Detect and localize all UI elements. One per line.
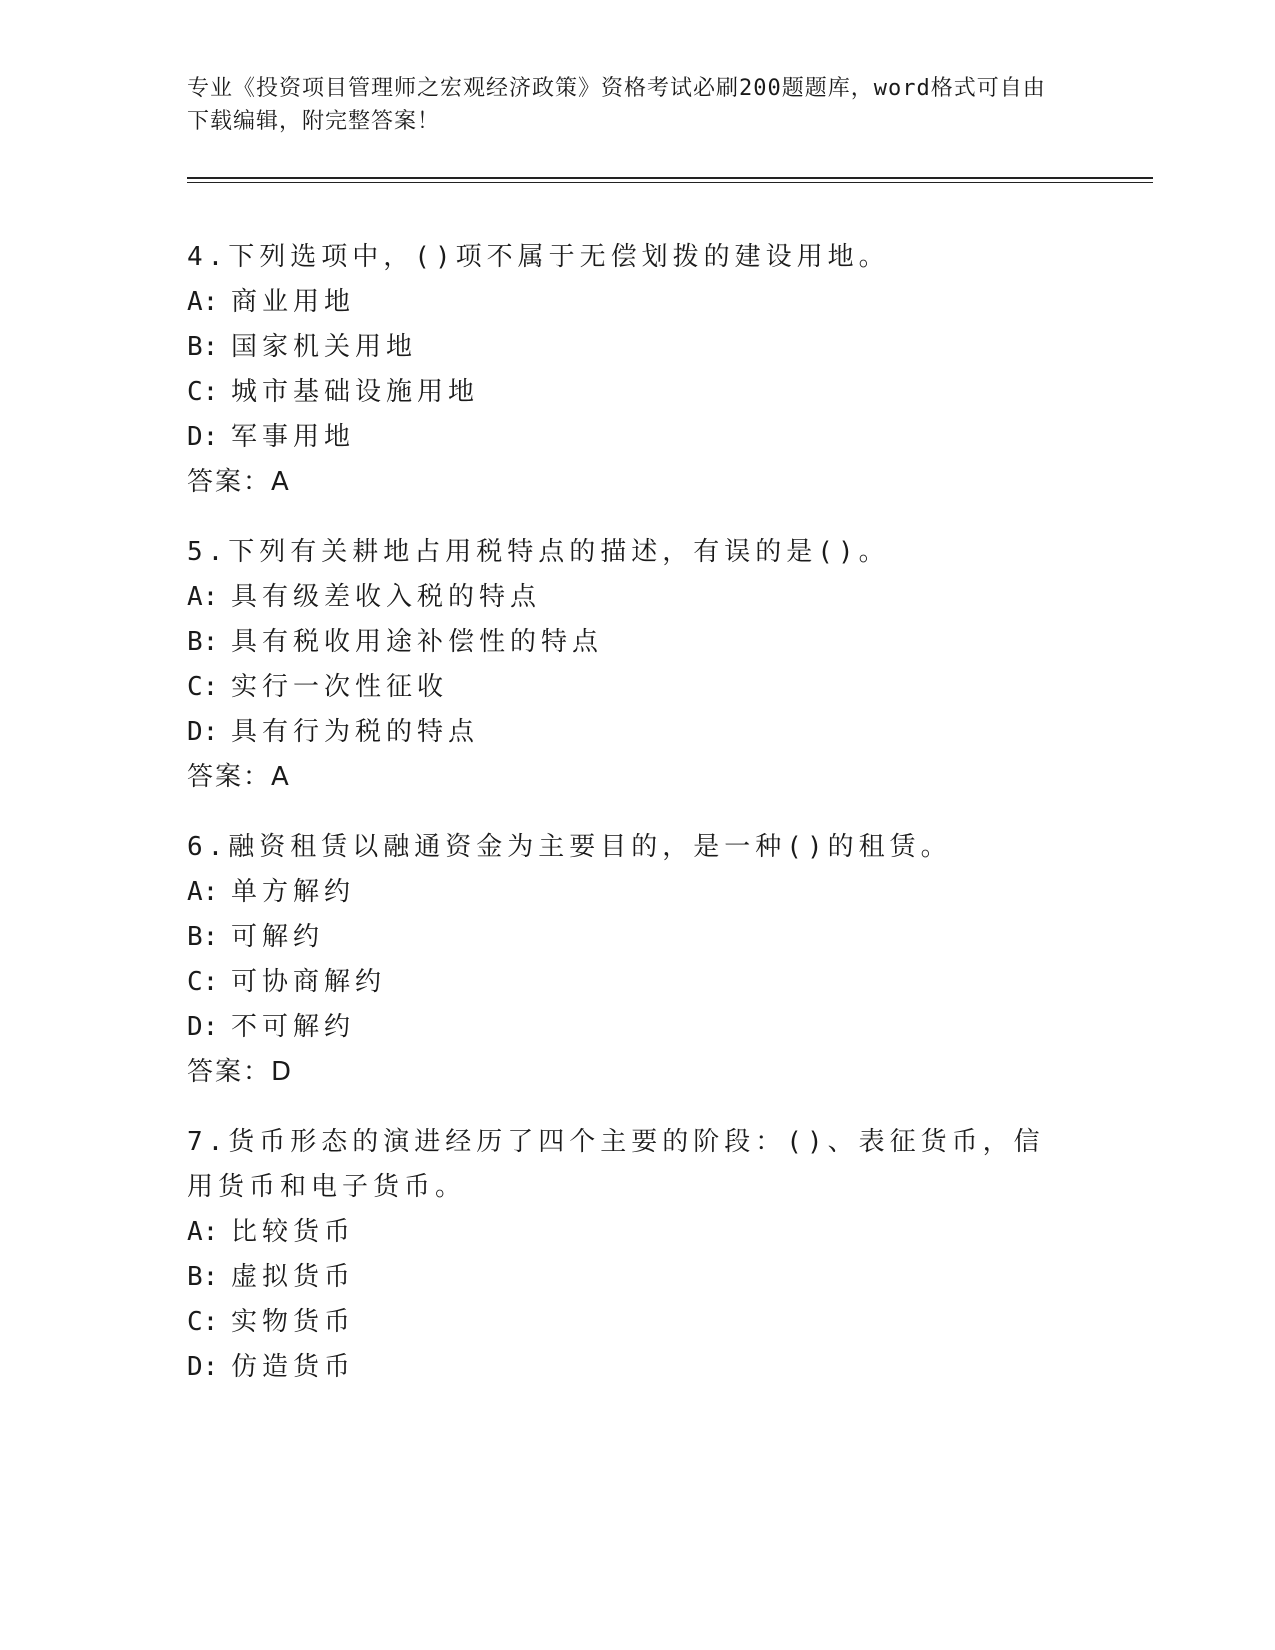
option-c	[187, 960, 1067, 1005]
option-text: 可解约	[231, 922, 325, 952]
question-stem: 4.下列选项中，()项不属于无偿划拨的建设用地。	[187, 242, 890, 272]
header-divider-thick	[187, 177, 1153, 179]
option-key: C:	[187, 967, 219, 997]
option-text: 军事用地	[231, 422, 356, 452]
question-stem: 6.融资租赁以融通资金为主要目的，是一种()的租赁。	[187, 832, 952, 862]
option-key: A:	[187, 877, 219, 907]
option-text: 不可解约	[231, 1012, 356, 1042]
option-b	[187, 620, 1067, 665]
answer-line: 答案：D	[187, 1057, 294, 1087]
option-key: B:	[187, 1262, 219, 1292]
question-6	[187, 825, 1067, 1095]
option-key: B:	[187, 627, 219, 657]
option-text: 实行一次性征收	[231, 672, 449, 702]
option-key: D:	[187, 1352, 219, 1382]
option-d	[187, 415, 1067, 460]
option-a	[187, 575, 1067, 620]
option-key: C:	[187, 377, 219, 407]
header-divider-thin	[187, 182, 1153, 183]
option-text: 单方解约	[231, 877, 356, 907]
option-key: C:	[187, 672, 219, 702]
option-c	[187, 1300, 1067, 1345]
option-c	[187, 370, 1067, 415]
option-text: 仿造货币	[231, 1352, 356, 1382]
option-text: 国家机关用地	[231, 332, 418, 362]
option-a	[187, 870, 1067, 915]
option-d	[187, 1005, 1067, 1050]
option-a	[187, 1210, 1067, 1255]
option-text: 具有行为税的特点	[231, 717, 480, 747]
option-b	[187, 325, 1067, 370]
option-d	[187, 710, 1067, 755]
option-key: B:	[187, 332, 219, 362]
option-text: 商业用地	[231, 287, 356, 317]
answer-line: 答案：A	[187, 762, 291, 792]
question-7	[187, 1120, 1067, 1390]
option-key: B:	[187, 922, 219, 952]
option-text: 比较货币	[231, 1217, 356, 1247]
option-text: 具有级差收入税的特点	[231, 582, 542, 612]
option-key: A:	[187, 287, 219, 317]
option-a	[187, 280, 1067, 325]
option-key: C:	[187, 1307, 219, 1337]
option-text: 实物货币	[231, 1307, 356, 1337]
option-b	[187, 915, 1067, 960]
option-key: D:	[187, 1012, 219, 1042]
option-key: A:	[187, 582, 219, 612]
option-text: 可协商解约	[231, 967, 387, 997]
option-b	[187, 1255, 1067, 1300]
option-key: D:	[187, 422, 219, 452]
option-key: D:	[187, 717, 219, 747]
option-text: 虚拟货币	[231, 1262, 356, 1292]
option-d	[187, 1345, 1067, 1390]
question-stem: 5.下列有关耕地占用税特点的描述，有误的是()。	[187, 537, 890, 567]
answer-line: 答案：A	[187, 467, 291, 497]
question-5	[187, 530, 1067, 800]
question-4	[187, 235, 1067, 505]
option-text: 具有税收用途补偿性的特点	[231, 627, 604, 657]
question-stem: 7.货币形态的演进经历了四个主要的阶段：()、表征货币，信用货币和电子货币。	[187, 1127, 1045, 1202]
option-text: 城市基础设施用地	[231, 377, 480, 407]
option-c	[187, 665, 1067, 710]
question-list	[187, 235, 1067, 1415]
option-key: A:	[187, 1217, 219, 1247]
document-header: 专业《投资项目管理师之宏观经济政策》资格考试必刷200题题库，word格式可自由下载编辑，附完整答案！	[187, 76, 1046, 134]
